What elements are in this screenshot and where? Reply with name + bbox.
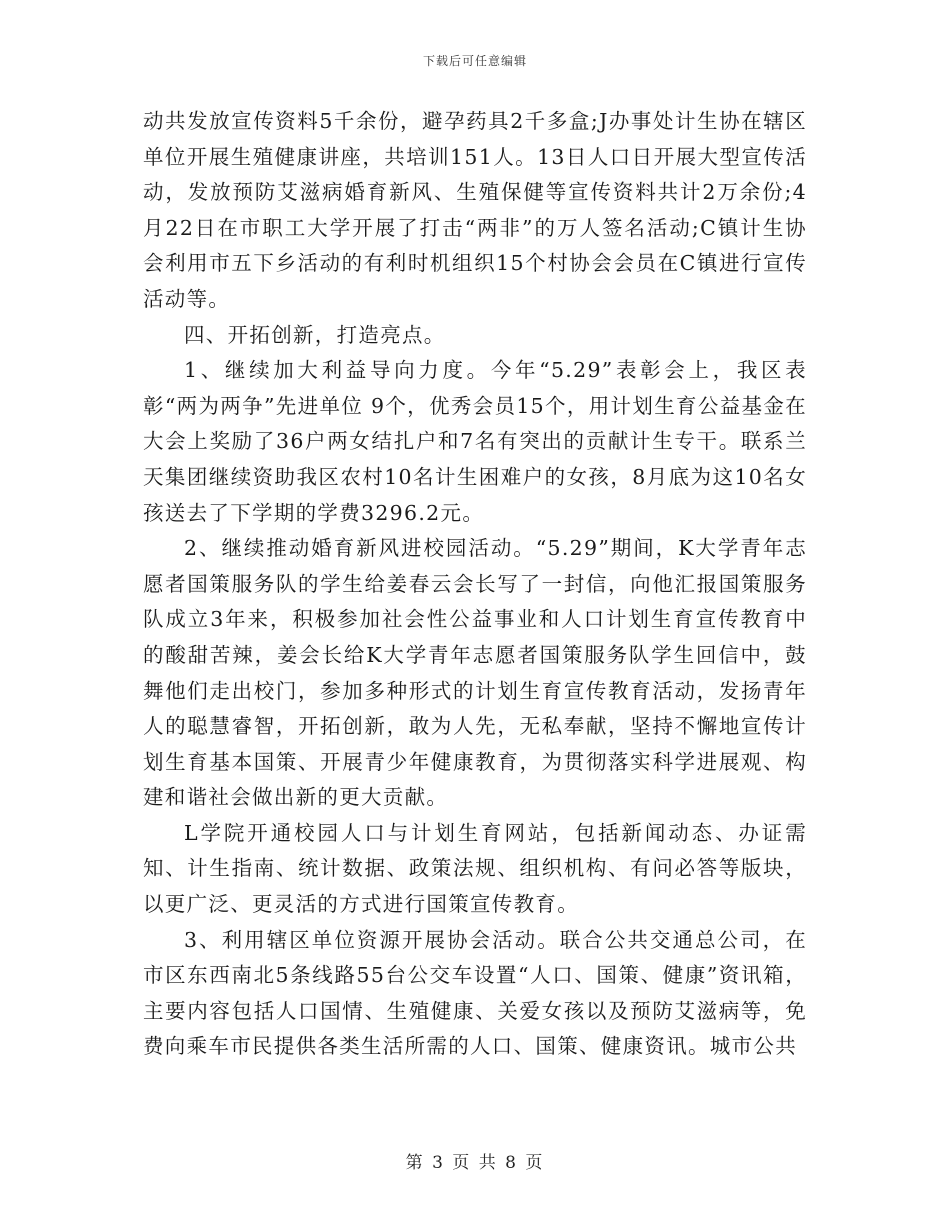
page-number-footer: 第 3 页 共 8 页 (405, 1153, 545, 1173)
paragraph-item-2: 2、继续推动婚育新风进校园活动。“5.29”期间，K大学青年志愿者国策服务队的学生给姜春云会长写了一封信，向他汇报国策服务队成立3年来，积极参加社会性公益事业和人口计划生育宣传教育中的酸甜苦辣，姜会长给K大学青年志愿者国策服务队学生回信中，鼓舞他们走出校门，参加多种形式的计划生育宣传教育活动，发扬青年人的聪慧睿智，开拓创新，敢为人先，无私奉献，坚持不懈地宣传计划生育基本国策、开展青少年健康教育，为贯彻落实科学进展观、构建和谐社会做出新的更大贡献。 (143, 536, 807, 810)
page-header: 下载后可任意编辑 (422, 54, 527, 68)
paragraph-item-1: 1、继续加大利益导向力度。今年“5.29”表彰会上，我区表彰“两为两争”先进单位 9个，优秀会员15个，用计划生育公益基金在大会上奖励了36户两女结扎户和7名有突出的贡献计生专干。联系兰天集团继续资助我区农村10名计生困难户的女孩，8月底为这10名女孩送去了下学期的学费3296.2元。 (143, 358, 807, 525)
paragraph-item-3: 3、利用辖区单位资源开展协会活动。联合公共交通总公司，在市区东西南北5条线路55台公交车设置“人口、国策、健康”资讯箱，主要内容包括人口国情、生殖健康、关爱女孩以及预防艾滋病等，免费向乘车市民提供各类生活所需的人口、国策、健康资讯。城市公共 (143, 927, 807, 1059)
document-body (143, 104, 807, 1065)
paragraph-website: L学院开通校园人口与计划生育网站，包括新闻动态、办证需知、计生指南、统计数据、政策法规、组织机构、有问必答等版块，以更广泛、更灵活的方式进行国策宣传教育。 (143, 820, 807, 917)
paragraph-1: 动共发放宣传资料5千余份，避孕药具2千多盒;J办事处计生协在辖区单位开展生殖健康讲座，共培训151人。13日人口日开展大型宣传活动，发放预防艾滋病婚育新风、生殖保健等宣传资料共计2万余份;4月22日在市职工大学开展了打击“两非”的万人签名活动;C镇计生协会利用市五下乡活动的有利时机组织15个村协会会员在C镇进行宣传活动等。 (143, 109, 807, 311)
section-heading-4: 四、开拓创新，打造亮点。 (184, 322, 446, 347)
